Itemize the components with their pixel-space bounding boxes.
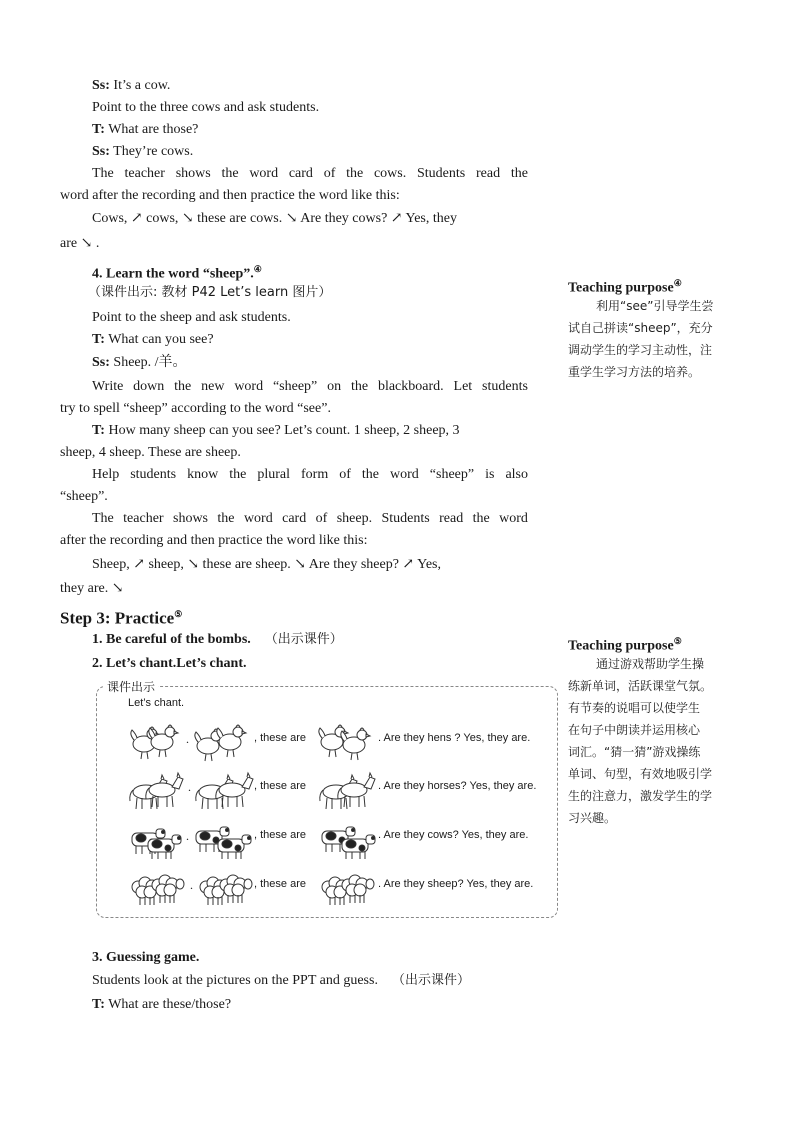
practice-item: 2. Let’s chant.Let’s chant. bbox=[92, 656, 247, 671]
dialogue-line: T: What are those? bbox=[92, 122, 199, 137]
instruction-line: Students look at the pictures on the PPT and guess. （出示课件） bbox=[92, 973, 470, 988]
hen-icon bbox=[192, 720, 254, 762]
cow-icon bbox=[128, 817, 184, 859]
practice-item: 3. Guessing game. bbox=[92, 950, 200, 965]
horse-icon bbox=[194, 768, 256, 810]
hen-icon bbox=[128, 720, 184, 762]
chant-row: . , these are . Are they hens ? Yes, they are. bbox=[128, 720, 558, 764]
dialogue-line: Ss: It’s a cow. bbox=[92, 78, 171, 93]
sheep-icon bbox=[318, 866, 378, 908]
courseware-note: （课件出示: 教材 P42 Let’s learn 图片） bbox=[88, 285, 332, 300]
dialogue-line: T: What are these/those? bbox=[92, 997, 232, 1012]
justified-line: The teacher shows the word card of the cows. Students read the bbox=[92, 166, 528, 181]
chant-line: they are. ↘ bbox=[60, 581, 124, 596]
courseware-box-label: 课件出示 bbox=[104, 678, 158, 695]
dialogue-line: Ss: Sheep. /羊。 bbox=[92, 355, 187, 370]
instruction-line: “sheep”. bbox=[60, 489, 108, 504]
cow-icon bbox=[318, 817, 380, 859]
instruction-line: try to spell “sheep” according to the word “see”. bbox=[60, 401, 331, 416]
section-heading: 4. Learn the word “sheep”.④ bbox=[92, 264, 262, 282]
hen-icon bbox=[316, 720, 378, 762]
cow-icon bbox=[192, 817, 254, 859]
chant-line: are ↘ . bbox=[60, 236, 100, 251]
dialogue-line: T: How many sheep can you see? Let’s count. 1 sheep, 2 sheep, 3 bbox=[92, 423, 460, 438]
practice-item: 1. Be careful of the bombs. （出示课件） bbox=[92, 632, 343, 647]
horse-icon bbox=[318, 768, 380, 810]
horse-icon bbox=[128, 768, 186, 810]
justified-line: Write down the new word “sheep” on the blackboard. Let students bbox=[92, 379, 528, 394]
chant-title: Let’s chant. bbox=[128, 697, 185, 709]
note-title: Teaching purpose④ bbox=[568, 278, 682, 296]
chant-line: Cows, ↗ cows, ↘ these are cows. ↘ Are they cows? ↗ Yes, they bbox=[92, 211, 457, 226]
instruction-line: Point to the sheep and ask students. bbox=[92, 310, 291, 325]
note-title: Teaching purpose⑤ bbox=[568, 636, 682, 654]
chant-row: . , these are . Are they cows? Yes, they are. bbox=[128, 817, 558, 861]
instruction-line: sheep, 4 sheep. These are sheep. bbox=[60, 445, 241, 460]
instruction-line: after the recording and then practice the word like this: bbox=[60, 533, 368, 548]
justified-line: The teacher shows the word card of sheep. Students read the word bbox=[92, 511, 528, 526]
sheep-icon bbox=[128, 866, 188, 908]
chant-line: Sheep, ↗ sheep, ↘ these are sheep. ↘ Are they sheep? ↗ Yes, bbox=[92, 557, 442, 572]
chant-row: . , these are . Are they horses? Yes, they are. bbox=[128, 768, 558, 812]
teaching-note: 利用“see”引导学生尝 试自己拼读“sheep”，充分 调动学生的学习主动性，注 重学生学习方法的培养。 bbox=[568, 299, 714, 379]
dialogue-line: Ss: They’re cows. bbox=[92, 144, 194, 159]
instruction-line: Point to the three cows and ask students. bbox=[92, 100, 320, 115]
sheep-icon bbox=[196, 866, 256, 908]
chant-row: . , these are . Are they sheep? Yes, they are. bbox=[128, 866, 558, 910]
teaching-note: 通过游戏帮助学生操 练新单词，活跃课堂气氛。 有节奏的说唱可以使学生 在句子中朗读并运用核心 词汇。“猜一猜”游戏操练 单词、句型，有效地吸引学 生的注意力，激发学生的学 习兴趣。 bbox=[568, 657, 713, 825]
justified-line: Help students know the plural form of the word “sheep” is also bbox=[92, 467, 528, 482]
dialogue-line: T: What can you see? bbox=[92, 332, 214, 347]
step-heading: Step 3: Practice⑤ bbox=[60, 608, 183, 628]
instruction-line: word after the recording and then practice the word like this: bbox=[60, 188, 400, 203]
